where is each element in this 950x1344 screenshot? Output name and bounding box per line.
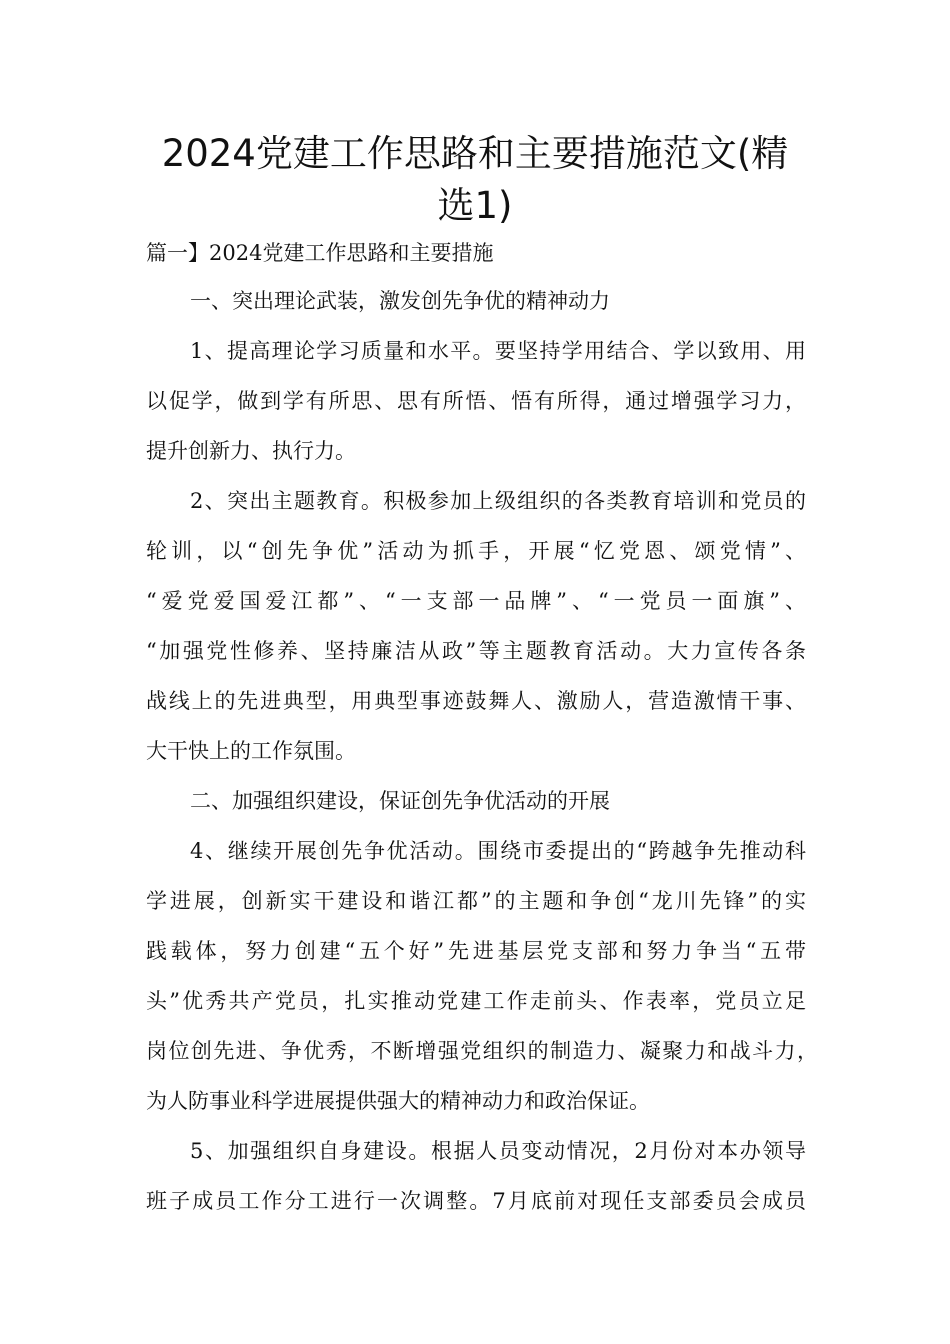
paragraph-2-line-2: 轮训，以“创先争优”活动为抓手，开展“忆党恩、颂党情”、 — [146, 539, 806, 563]
paragraph-2-line-1: 2、突出主题教育。积极参加上级组织的各类教育培训和党员的 — [190, 489, 806, 513]
paragraph-2-line-3: “爱党爱国爱江都”、“一支部一品牌”、“一党员一面旗”、 — [146, 589, 806, 613]
paragraph-4-line-1: 4、继续开展创先争优活动。围绕市委提出的“跨越争先推动科 — [190, 839, 806, 863]
paragraph-5-line-2: 班子成员工作分工进行一次调整。7月底前对现任支部委员会成员 — [146, 1189, 806, 1213]
paragraph-5-line-1: 5、加强组织自身建设。根据人员变动情况，2月份对本办领导 — [190, 1139, 806, 1163]
document-title-line-2: 选1) — [437, 184, 513, 227]
paragraph-2-line-4: “加强党性修养、坚持廉洁从政”等主题教育活动。大力宣传各条 — [146, 639, 806, 663]
heading-section-2: 二、加强组织建设，保证创先争优活动的开展 — [190, 789, 610, 813]
paragraph-4-line-4: 头”优秀共产党员，扎实推动党建工作走前头、作表率，党员立足 — [146, 989, 806, 1013]
paragraph-2-line-6: 大干快上的工作氛围。 — [146, 739, 356, 763]
section-heading-part-one: 篇一】2024党建工作思路和主要措施 — [146, 241, 494, 265]
paragraph-1-line-2: 以促学，做到学有所思、思有所悟、悟有所得，通过增强学习力， — [146, 389, 806, 413]
paragraph-4-line-6: 为人防事业科学进展提供强大的精神动力和政治保证。 — [146, 1089, 650, 1113]
paragraph-4-line-2: 学进展，创新实干建设和谐江都”的主题和争创“龙川先锋”的实 — [146, 889, 806, 913]
paragraph-1-line-3: 提升创新力、执行力。 — [146, 439, 356, 463]
document-title-line-1: 2024党建工作思路和主要措施范文(精 — [161, 132, 789, 175]
heading-section-1: 一、突出理论武装，激发创先争优的精神动力 — [190, 289, 610, 313]
paragraph-4-line-3: 践载体，努力创建“五个好”先进基层党支部和努力争当“五带 — [146, 939, 806, 963]
paragraph-2-line-5: 战线上的先进典型，用典型事迹鼓舞人、激励人，营造激情干事、 — [146, 689, 806, 713]
paragraph-4-line-5: 岗位创先进、争优秀，不断增强党组织的制造力、凝聚力和战斗力， — [146, 1039, 818, 1063]
paragraph-1-line-1: 1、提高理论学习质量和水平。要坚持学用结合、学以致用、用 — [190, 339, 806, 363]
